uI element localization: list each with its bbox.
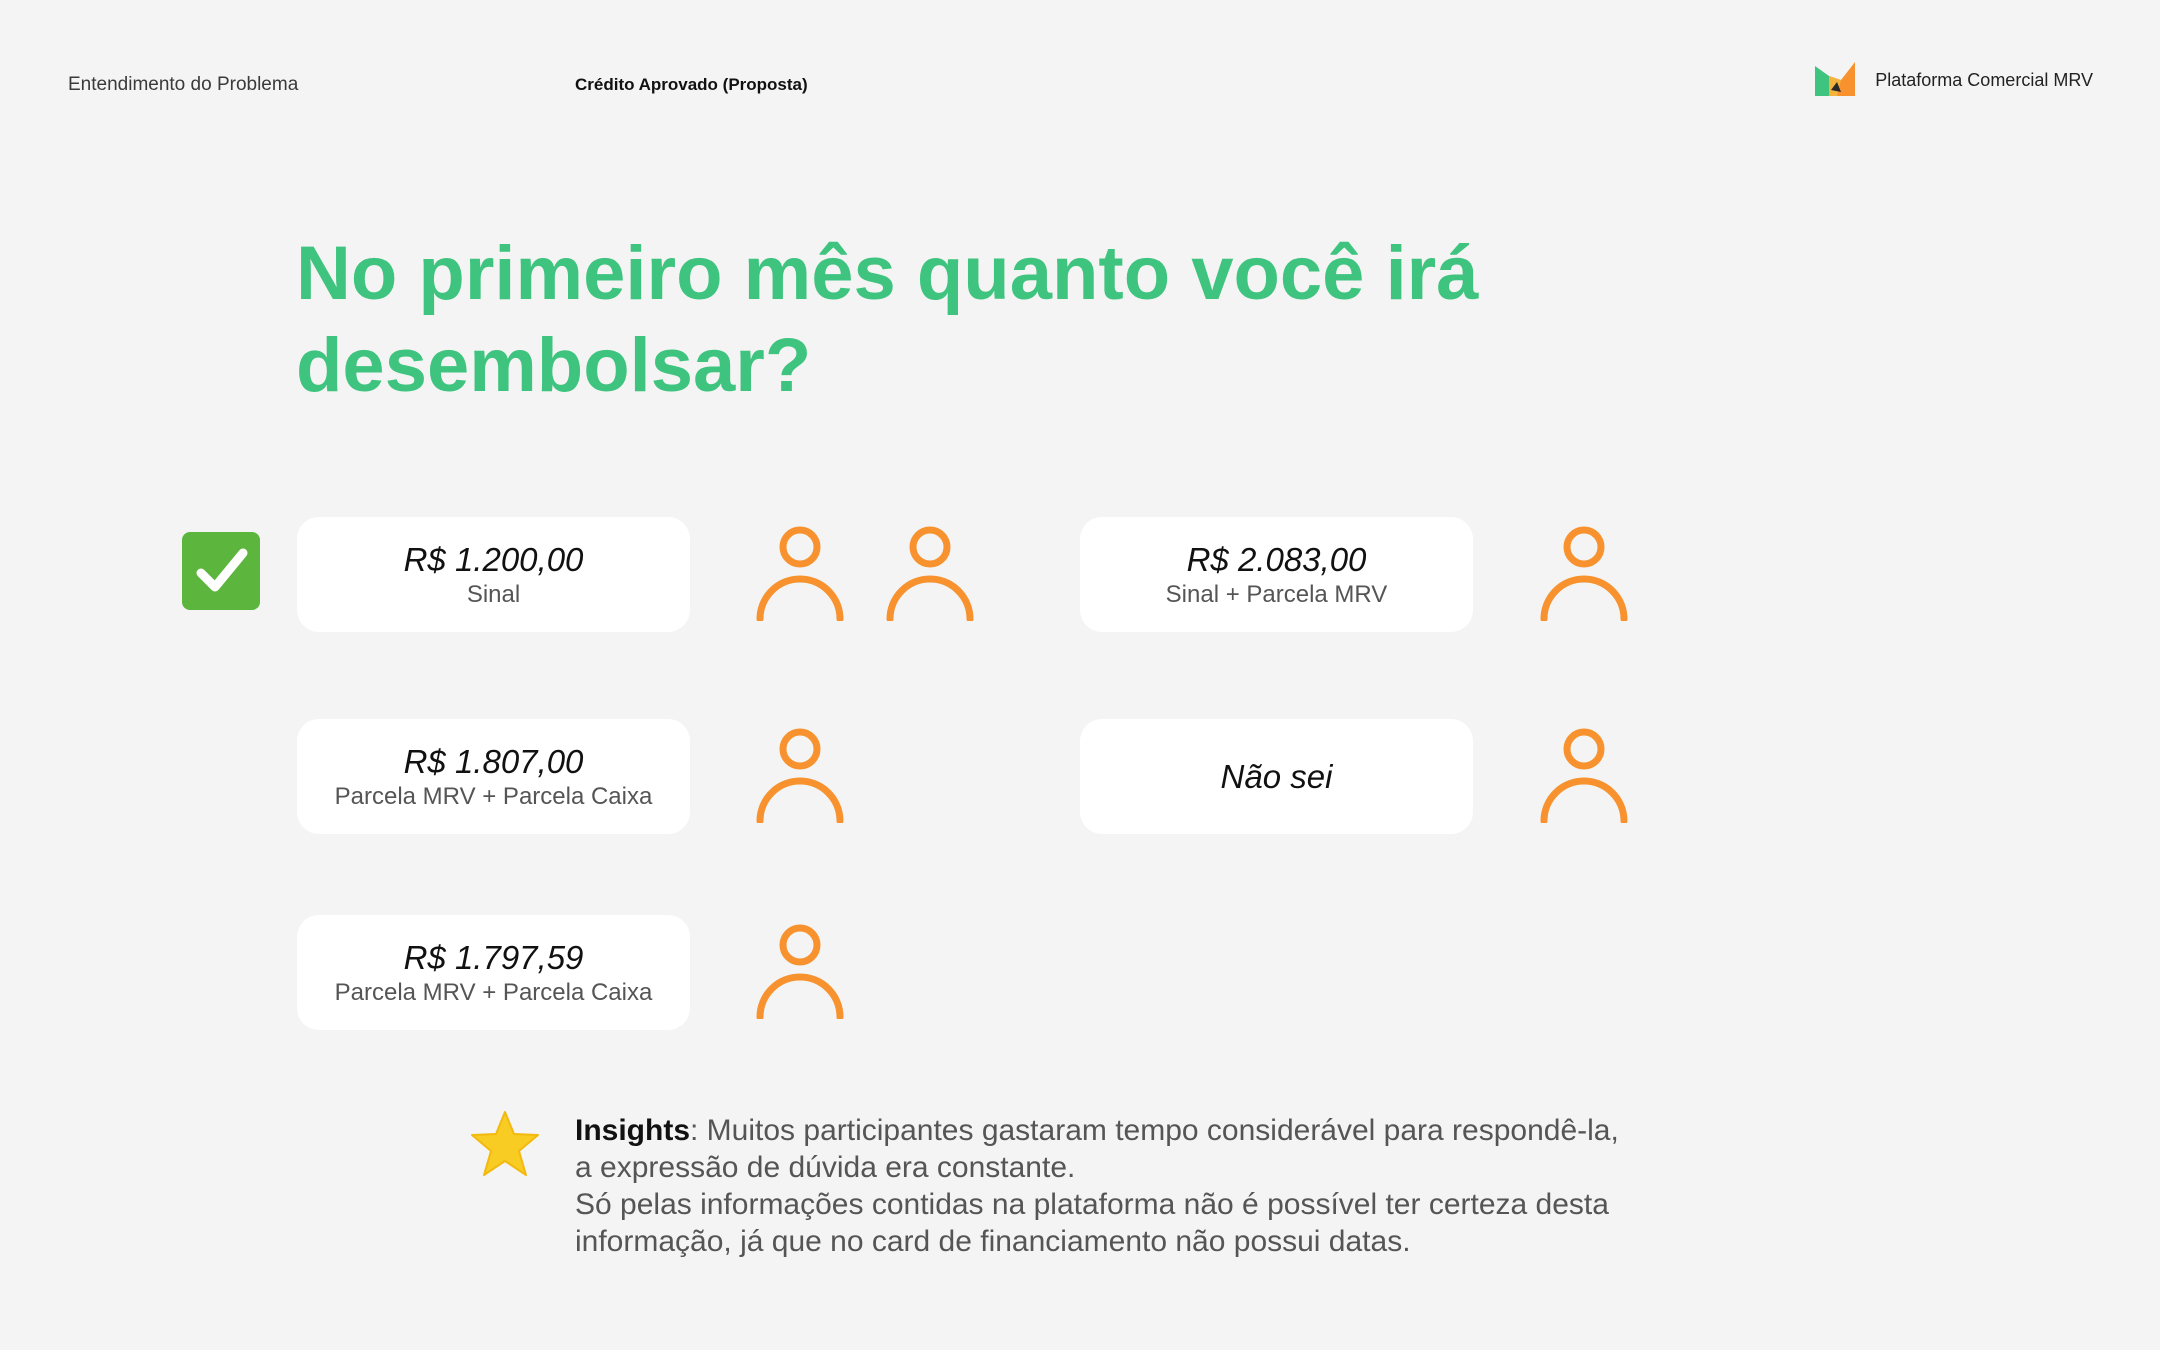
brand [1815, 62, 2093, 98]
check-mark-icon [182, 532, 260, 610]
insight-label: Insights [575, 1114, 691, 1147]
answer-value: R$ 1.200,00 [403, 540, 584, 578]
answer-detail: Parcela MRV + Parcela Caixa [334, 978, 653, 1006]
answer-detail: Sinal + Parcela MRV [1165, 580, 1388, 608]
insight-text [575, 1112, 1725, 1260]
answer-detail: Sinal [466, 580, 521, 608]
person-icon [1538, 727, 1630, 823]
section-label: Entendimento do Problema [68, 74, 299, 95]
answer-value: R$ 1.807,00 [403, 742, 584, 780]
person-icon [754, 727, 846, 823]
mrv-logo-icon [1815, 62, 1855, 98]
answer-card-sinal [297, 517, 690, 632]
star-icon [470, 1110, 540, 1178]
person-icon [754, 525, 846, 621]
insight-line-3: Só pelas informações contidas na plataforma não é possível ter certeza desta [575, 1188, 1609, 1221]
answer-card-parcelas-1797 [297, 915, 690, 1030]
insight-line-4: informação, já que no card de financiamento não possui datas. [575, 1225, 1411, 1258]
answer-value: Não sei [1220, 757, 1333, 795]
answer-card-nao-sei [1080, 719, 1473, 834]
answer-detail: Parcela MRV + Parcela Caixa [334, 782, 653, 810]
person-icon [754, 923, 846, 1019]
person-icon [884, 525, 976, 621]
answer-card-parcelas-1807 [297, 719, 690, 834]
answer-value: R$ 1.797,59 [403, 938, 584, 976]
question-title: No primeiro mês quanto você irá desembolsar? [296, 231, 1479, 408]
screen-name: Crédito Aprovado (Proposta) [575, 75, 808, 94]
person-icon [1538, 525, 1630, 621]
answer-card-sinal-parcela [1080, 517, 1473, 632]
answer-value: R$ 2.083,00 [1186, 540, 1367, 578]
insight-line-1: : Muitos participantes gastaram tempo considerável para respondê-la, [690, 1114, 1619, 1147]
insight-line-2: a expressão de dúvida era constante. [575, 1151, 1076, 1184]
brand-name: Plataforma Comercial MRV [1875, 69, 2093, 90]
